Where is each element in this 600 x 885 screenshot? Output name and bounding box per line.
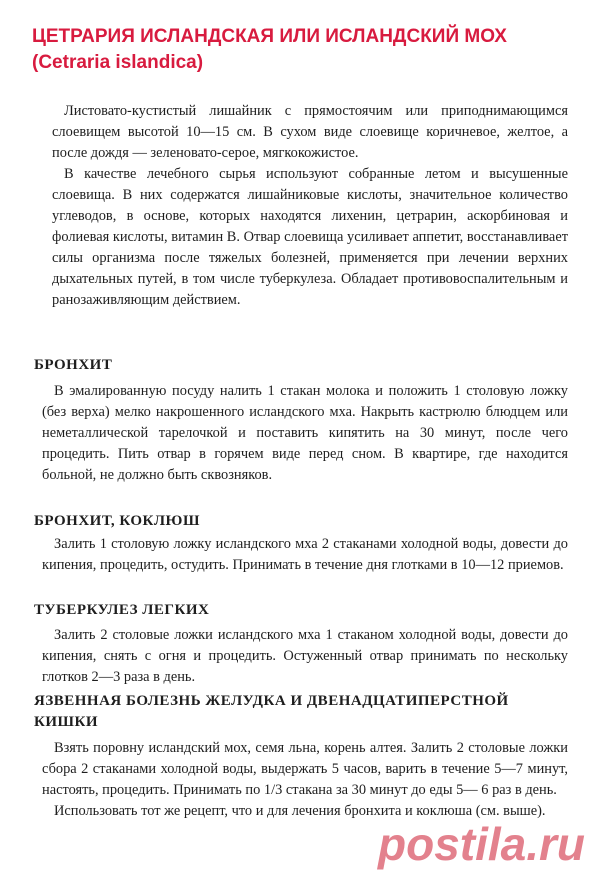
title-latin-name: (Cetraria islandica) [32, 52, 204, 73]
intro-paragraph: В качестве лечебного сырья используют собранные летом и высушенные слоевища. В них содержатся лишайниковые кислоты, значительное количество углеводов, в основе, которых находятся лихенин, цетрарин, аскорбиновая и фолиевая кислоты, витамин В. Отвар слоевища усиливает аппетит, восстанавливает силы организма после тяжелых болезней, применяется при лечении верхних дыхательных путей, в том числе туберкулеза. Обладает противовоспалительным и ранозаживляющим действием. [52, 166, 568, 308]
section-text-bronchitis-pertussis [42, 534, 568, 576]
section-text-tuberculosis [42, 625, 568, 688]
title-main: ЦЕТРАРИЯ ИСЛАНДСКАЯ ИЛИ ИСЛАНДСКИЙ МОХ [32, 26, 507, 47]
watermark-text: postila.ru [378, 818, 586, 870]
section-heading-tuberculosis: ТУБЕРКУЛЕЗ ЛЕГКИХ [34, 602, 210, 618]
recipe-paragraph: Взять поровну исландский мох, семя льна, корень алтея. Залить 2 столовые ложки сбора 2 стаканами холодной воды, выдержать 5 часов, варить в течение 5—7 минут, настоять, процедить. Принимать по 1/3 стакана за 30 минут до еды 5— 6 раз в день. [42, 740, 568, 798]
postila-watermark [376, 810, 592, 876]
watermark-logo-icon [376, 810, 592, 876]
section-heading-bronchitis: БРОНХИТ [34, 357, 113, 373]
intro-text [52, 101, 568, 311]
recipe-paragraph: В эмалированную посуду налить 1 стакан молока и положить 1 столовую ложку (без верха) мелко накрошенного исландского мха. Накрыть кастрюлю блюдцем или неметаллической тарелочкой и поставить кипятить на 30 минут, после чего процедить. Пить отвар в горячем виде перед сном. В квартире, где находится больной, не должно быть сквозняков. [42, 383, 568, 483]
page-title [32, 24, 572, 76]
section-heading-ulcer: ЯЗВЕННАЯ БОЛЕЗНЬ ЖЕЛУДКА И ДВЕНАДЦАТИПЕРСТНОЙ КИШКИ [34, 693, 509, 730]
section-text-bronchitis [42, 381, 568, 486]
intro-paragraph: Листовато-кустистый лишайник с прямостоячим или приподнимающимся слоевищем высотой 10—15 см. В сухом виде слоевище коричневое, желтое, а после дождя — зеленовато-серое, мягкокожистое. [52, 103, 568, 161]
recipe-paragraph: Залить 1 столовую ложку исландского мха 2 стаканами холодной воды, довести до кипения, процедить, остудить. Принимать в течение дня глотками в 10—12 приемов. [42, 536, 568, 573]
section-heading-bronchitis-pertussis: БРОНХИТ, КОКЛЮШ [34, 513, 200, 529]
recipe-paragraph: Залить 2 столовые ложки исландского мха 1 стаканом холодной воды, довести до кипения, снять с огня и процедить. Остуженный отвар принимать по нескольку глотков 2—3 раза в день. [42, 627, 568, 685]
recipe-paragraph: Использовать тот же рецепт, что и для лечения бронхита и коклюша (см. выше). [54, 803, 546, 819]
